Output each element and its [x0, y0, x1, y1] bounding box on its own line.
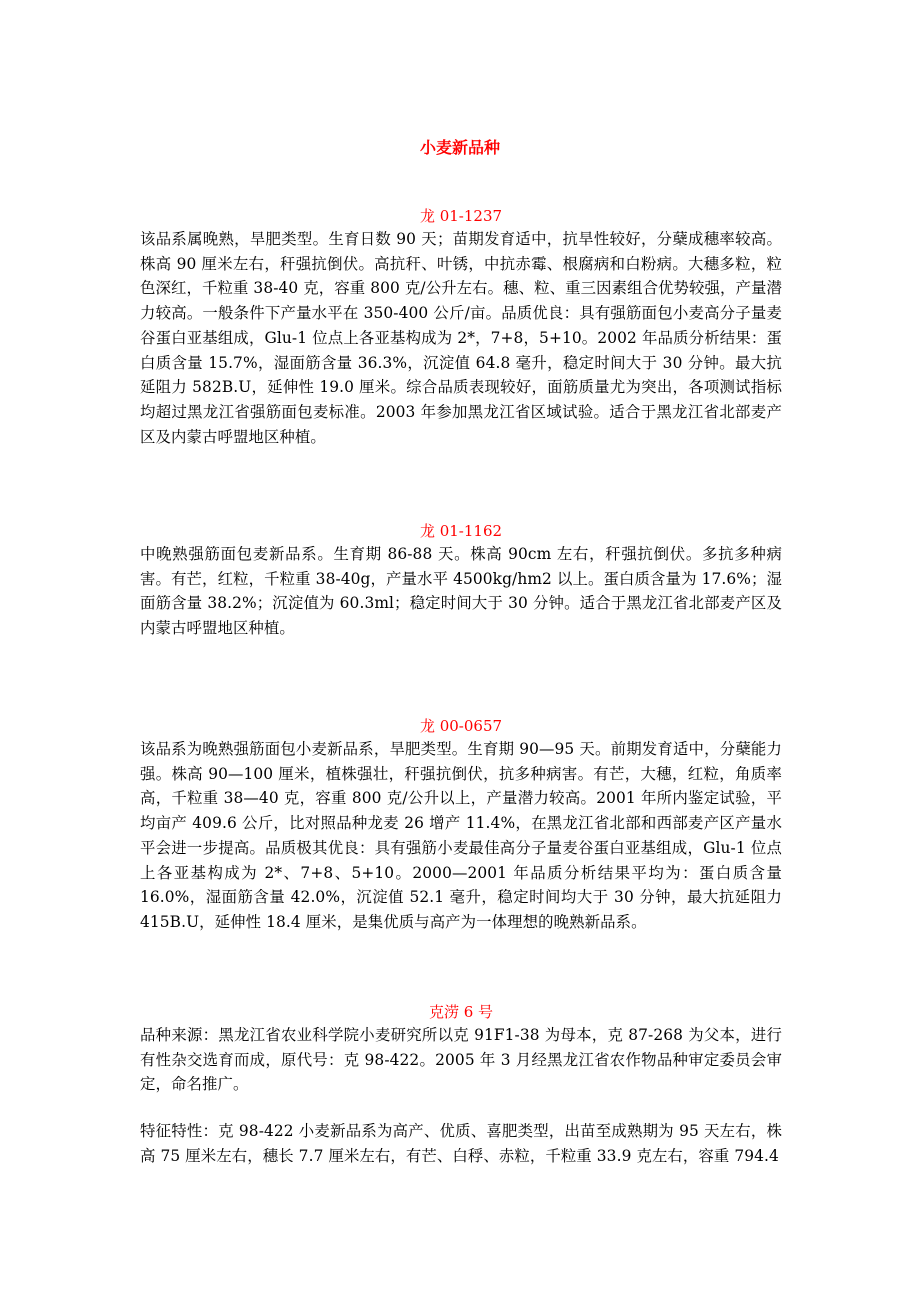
variety-heading: 龙 01-1237: [419, 207, 503, 225]
variety-heading: 克涝 6 号: [428, 1003, 494, 1021]
variety-description: 中晚熟强筋面包麦新品系。生育期 86-88 天。株高 90cm 左右，秆强抗倒伏。多抗多种病害。有芒，红粒，千粒重 38-40g，产量水平 4500kg/hm2 以上。蛋白质含量为 17.6%；湿面筋含量 38.2%；沉淀值为 60.3ml；稳定时间大于 30 分钟。适合于黑龙江省北部麦产区及内蒙古呼盟地区种植。: [140, 545, 782, 638]
variety-characteristics: 特征特性：克 98-422 小麦新品系为高产、优质、喜肥类型，出苗至成熟期为 95 天左右，株高 75 厘米左右，穗长 7.7 厘米左右，有芒、白稃、赤粒，千粒重 33.9 克左右，容重 794.4: [140, 1122, 782, 1165]
variety-entry-long-01-1237: [140, 205, 782, 449]
variety-origin: 品种来源：黑龙江省农业科学院小麦研究所以克 91F1-38 为母本，克 87-268 为父本，进行有性杂交选育而成，原代号：克 98-422。2005 年 3 月经黑龙江省农作物品种审定委员会审定，命名推广。: [140, 1026, 782, 1094]
document-title: 小麦新品种: [419, 138, 500, 157]
variety-description: 该品系为晚熟强筋面包小麦新品系，旱肥类型。生育期 90—95 天。前期发育适中，分蘖能力强。株高 90—100 厘米，植株强壮，秆强抗倒伏，抗多种病害。有芒，大穗，红粒，角质率高，千粒重 38—40 克，容重 800 克/公升以上，产量潜力较高。2001 年所内鉴定试验，平均亩产 409.6 公斤，比对照品种龙麦 26 增产 11.4%，在黑龙江省北部和西部麦产区产量水平会进一步提高。品质极其优良：具有强筋小麦最佳高分子量麦谷蛋白亚基组成，Glu-1 位点上各亚基构成为 2*、7+8、5+10。2000—2001 年品质分析结果平均为：蛋白质含量 16.0%，湿面筋含量 42.0%，沉淀值 52.1 毫升，稳定时间均大于 30 分钟，最大抗延阻力 415B.U，延伸性 18.4 厘米，是集优质与高产为一体理想的晚熟新品系。: [140, 740, 782, 931]
variety-description: 该品系属晚熟，旱肥类型。生育日数 90 天；苗期发育适中，抗旱性较好，分蘖成穗率较高。株高 90 厘米左右，秆强抗倒伏。高抗秆、叶锈，中抗赤霉、根腐病和白粉病。大穗多粒，粒色深红，千粒重 38-40 克，容重 800 克/公升左右。穗、粒、重三因素组合优势较强，产量潜力较高。一般条件下产量水平在 350-400 公斤/亩。品质优良：具有强筋面包小麦高分子量麦谷蛋白亚基组成，Glu-1 位点上各亚基构成为 2*，7+8，5+10。2002 年品质分析结果：蛋白质含量 15.7%，湿面筋含量 36.3%，沉淀值 64.8 毫升，稳定时间大于 30 分钟。最大抗延阻力 582B.U，延伸性 19.0 厘米。综合品质表现较好，面筋质量尤为突出，各项测试指标均超过黑龙江省强筋面包麦标准。2003 年参加黑龙江省区域试验。适合于黑龙江省北部麦产区及内蒙古呼盟地区种植。: [140, 230, 782, 446]
variety-heading: 龙 01-1162: [419, 522, 503, 540]
variety-entry-long-00-0657: [140, 715, 782, 935]
variety-heading: 龙 00-0657: [419, 717, 503, 735]
variety-entry-kelao-6: [140, 1001, 782, 1169]
variety-entry-long-01-1162: [140, 520, 782, 641]
